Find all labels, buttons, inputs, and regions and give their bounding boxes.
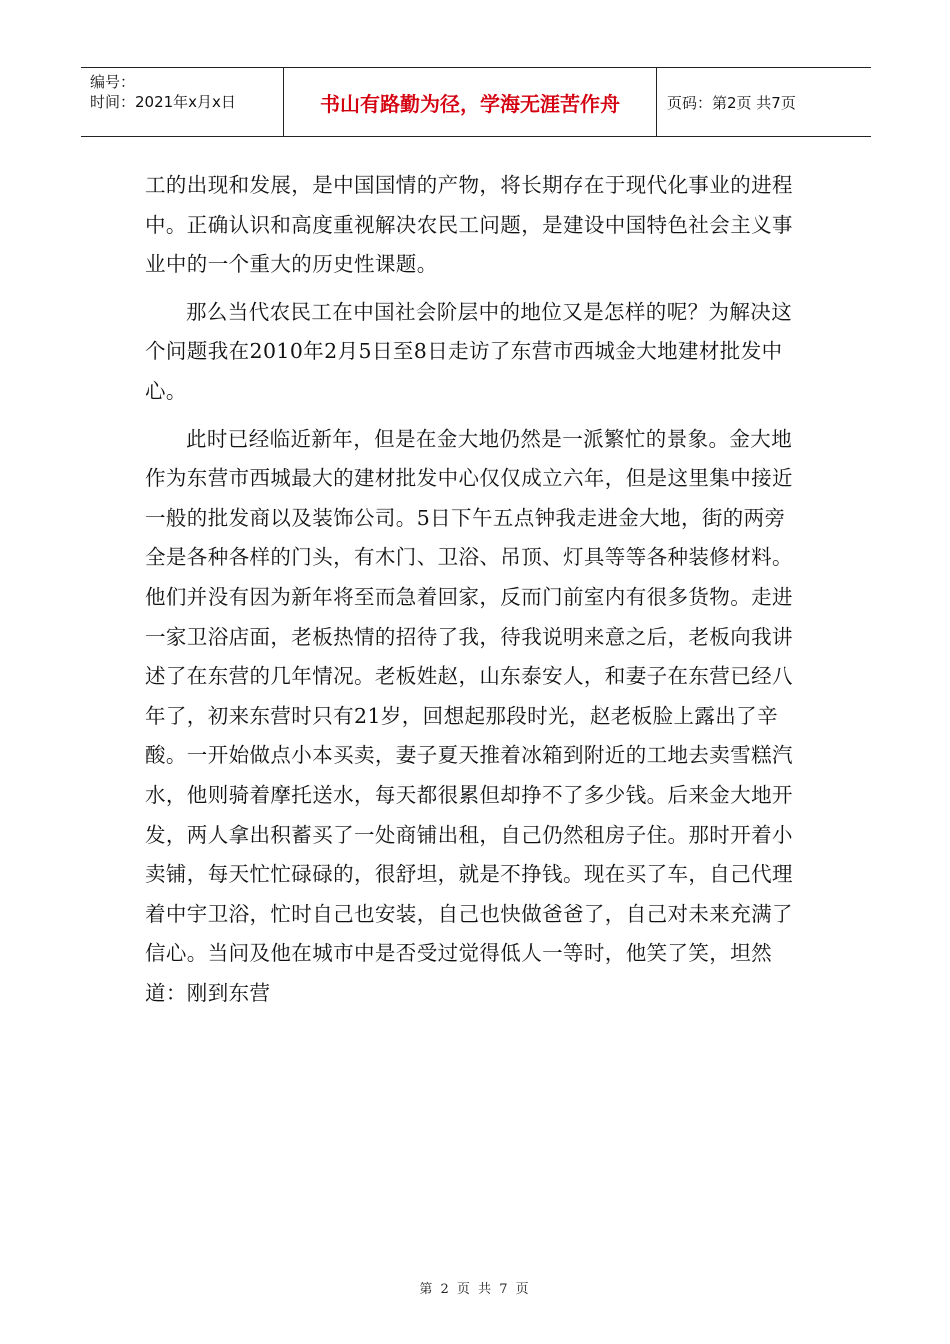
header-page-info: 页码：第2页 共7页: [667, 93, 796, 112]
header-meta: [81, 68, 284, 136]
header-motto: 书山有路勤为径，学海无涯苦作舟: [284, 68, 657, 136]
paragraph-1: 工的出现和发展，是中国国情的产物，将长期存在于现代化事业的进程中。正确认识和高度重视解决农民工问题，是建设中国特色社会主义事业中的一个重大的历史性课题。: [145, 173, 793, 277]
paragraph-3: 此时已经临近新年，但是在金大地仍然是一派繁忙的景象。金大地作为东营市西城最大的建材批发中心仅仅成立六年，但是这里集中接近一般的批发商以及装饰公司。5日下午五点钟我走进金大地，街的两旁全是各种各样的门头，有木门、卫浴、吊顶、灯具等等各种装修材料。他们并没有因为新年将至而急着回家，反而门前室内有很多货物。走进一家卫浴店面，老板热情的招待了我，待我说明来意之后，老板向我讲述了在东营的几年情况。老板姓赵，山东泰安人，和妻子在东营已经八年了，初来东营时只有21岁，回想起那段时光，赵老板脸上露出了辛酸。一开始做点小本买卖，妻子夏天推着冰箱到附近的工地去卖雪糕汽水，他则骑着摩托送水，每天都很累但却挣不了多少钱。后来金大地开发，两人拿出积蓄买了一处商铺出租，自己仍然租房子住。那时开着小卖铺，每天忙忙碌碌的，很舒坦，就是不挣钱。现在买了车，自己代理着中宇卫浴，忙时自己也安装，自己也快做爸爸了，自己对未来充满了信心。当问及他在城市中是否受过觉得低人一等时，他笑了笑，坦然道：刚到东营: [145, 426, 793, 1005]
document-header: [81, 67, 871, 137]
number-label: 编号：: [90, 73, 136, 91]
page-footer: 第 2 页 共 7 页: [419, 1282, 531, 1297]
time-label: 时间：2021年x月x日: [90, 93, 236, 111]
paragraph-2: 那么当代农民工在中国社会阶层中的地位又是怎样的呢？为解决这个问题我在2010年2月5日至8日走访了东营市西城金大地建材批发中心。: [145, 299, 793, 403]
document-body: [145, 166, 805, 1021]
